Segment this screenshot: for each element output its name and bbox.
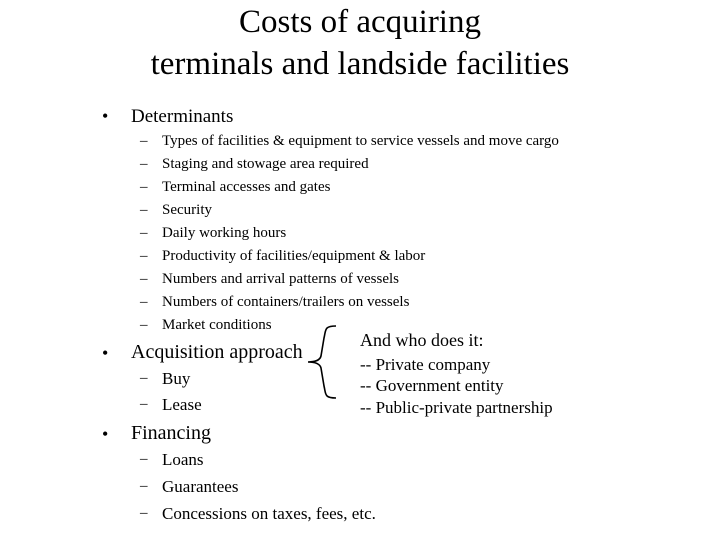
dash-icon: – — [140, 396, 148, 412]
determinant-item: Types of facilities & equipment to service vessels and move cargo — [162, 133, 559, 149]
bullet-icon: • — [102, 343, 109, 363]
determinant-item: Numbers and arrival patterns of vessels — [162, 271, 400, 287]
dash-icon: – — [140, 505, 148, 521]
determinants-label: Determinants — [131, 106, 234, 127]
dash-icon: – — [140, 271, 148, 287]
dash-icon: – — [140, 156, 148, 172]
determinant-item: Security — [162, 202, 212, 218]
brace-connector-icon — [300, 320, 340, 404]
who-item: -- Public-private partnership — [360, 398, 553, 417]
dash-icon: – — [140, 370, 148, 386]
dash-icon: – — [140, 451, 148, 467]
dash-icon: – — [140, 478, 148, 494]
financing-item: Guarantees — [162, 477, 239, 496]
determinant-item: Terminal accesses and gates — [162, 179, 331, 195]
dash-icon: – — [140, 294, 148, 310]
dash-icon: – — [140, 202, 148, 218]
financing-label: Financing — [131, 422, 211, 444]
dash-icon: – — [140, 248, 148, 264]
determinant-item: Staging and stowage area required — [162, 156, 369, 172]
determinant-item: Numbers of containers/trailers on vessels — [162, 294, 410, 310]
slide-title-line-1: Costs of acquiring — [239, 4, 481, 40]
acquisition-item-lease: Lease — [162, 395, 202, 414]
dash-icon: – — [140, 133, 148, 149]
who-item: -- Government entity — [360, 376, 504, 395]
slide-title-line-2: terminals and landside facilities — [150, 46, 570, 82]
determinant-item: Daily working hours — [162, 225, 287, 241]
dash-icon: – — [140, 225, 148, 241]
determinant-item: Market conditions — [162, 317, 272, 333]
bullet-icon: • — [102, 424, 109, 444]
who-heading: And who does it: — [360, 330, 484, 350]
financing-item: Concessions on taxes, fees, etc. — [162, 504, 376, 523]
determinant-item: Productivity of facilities/equipment & labor — [162, 248, 426, 264]
dash-icon: – — [140, 317, 148, 333]
dash-icon: – — [140, 179, 148, 195]
who-item: -- Private company — [360, 355, 491, 374]
acquisition-label: Acquisition approach — [131, 341, 303, 363]
financing-item: Loans — [162, 450, 204, 469]
bullet-icon: • — [102, 106, 109, 126]
acquisition-item-buy: Buy — [162, 369, 191, 388]
